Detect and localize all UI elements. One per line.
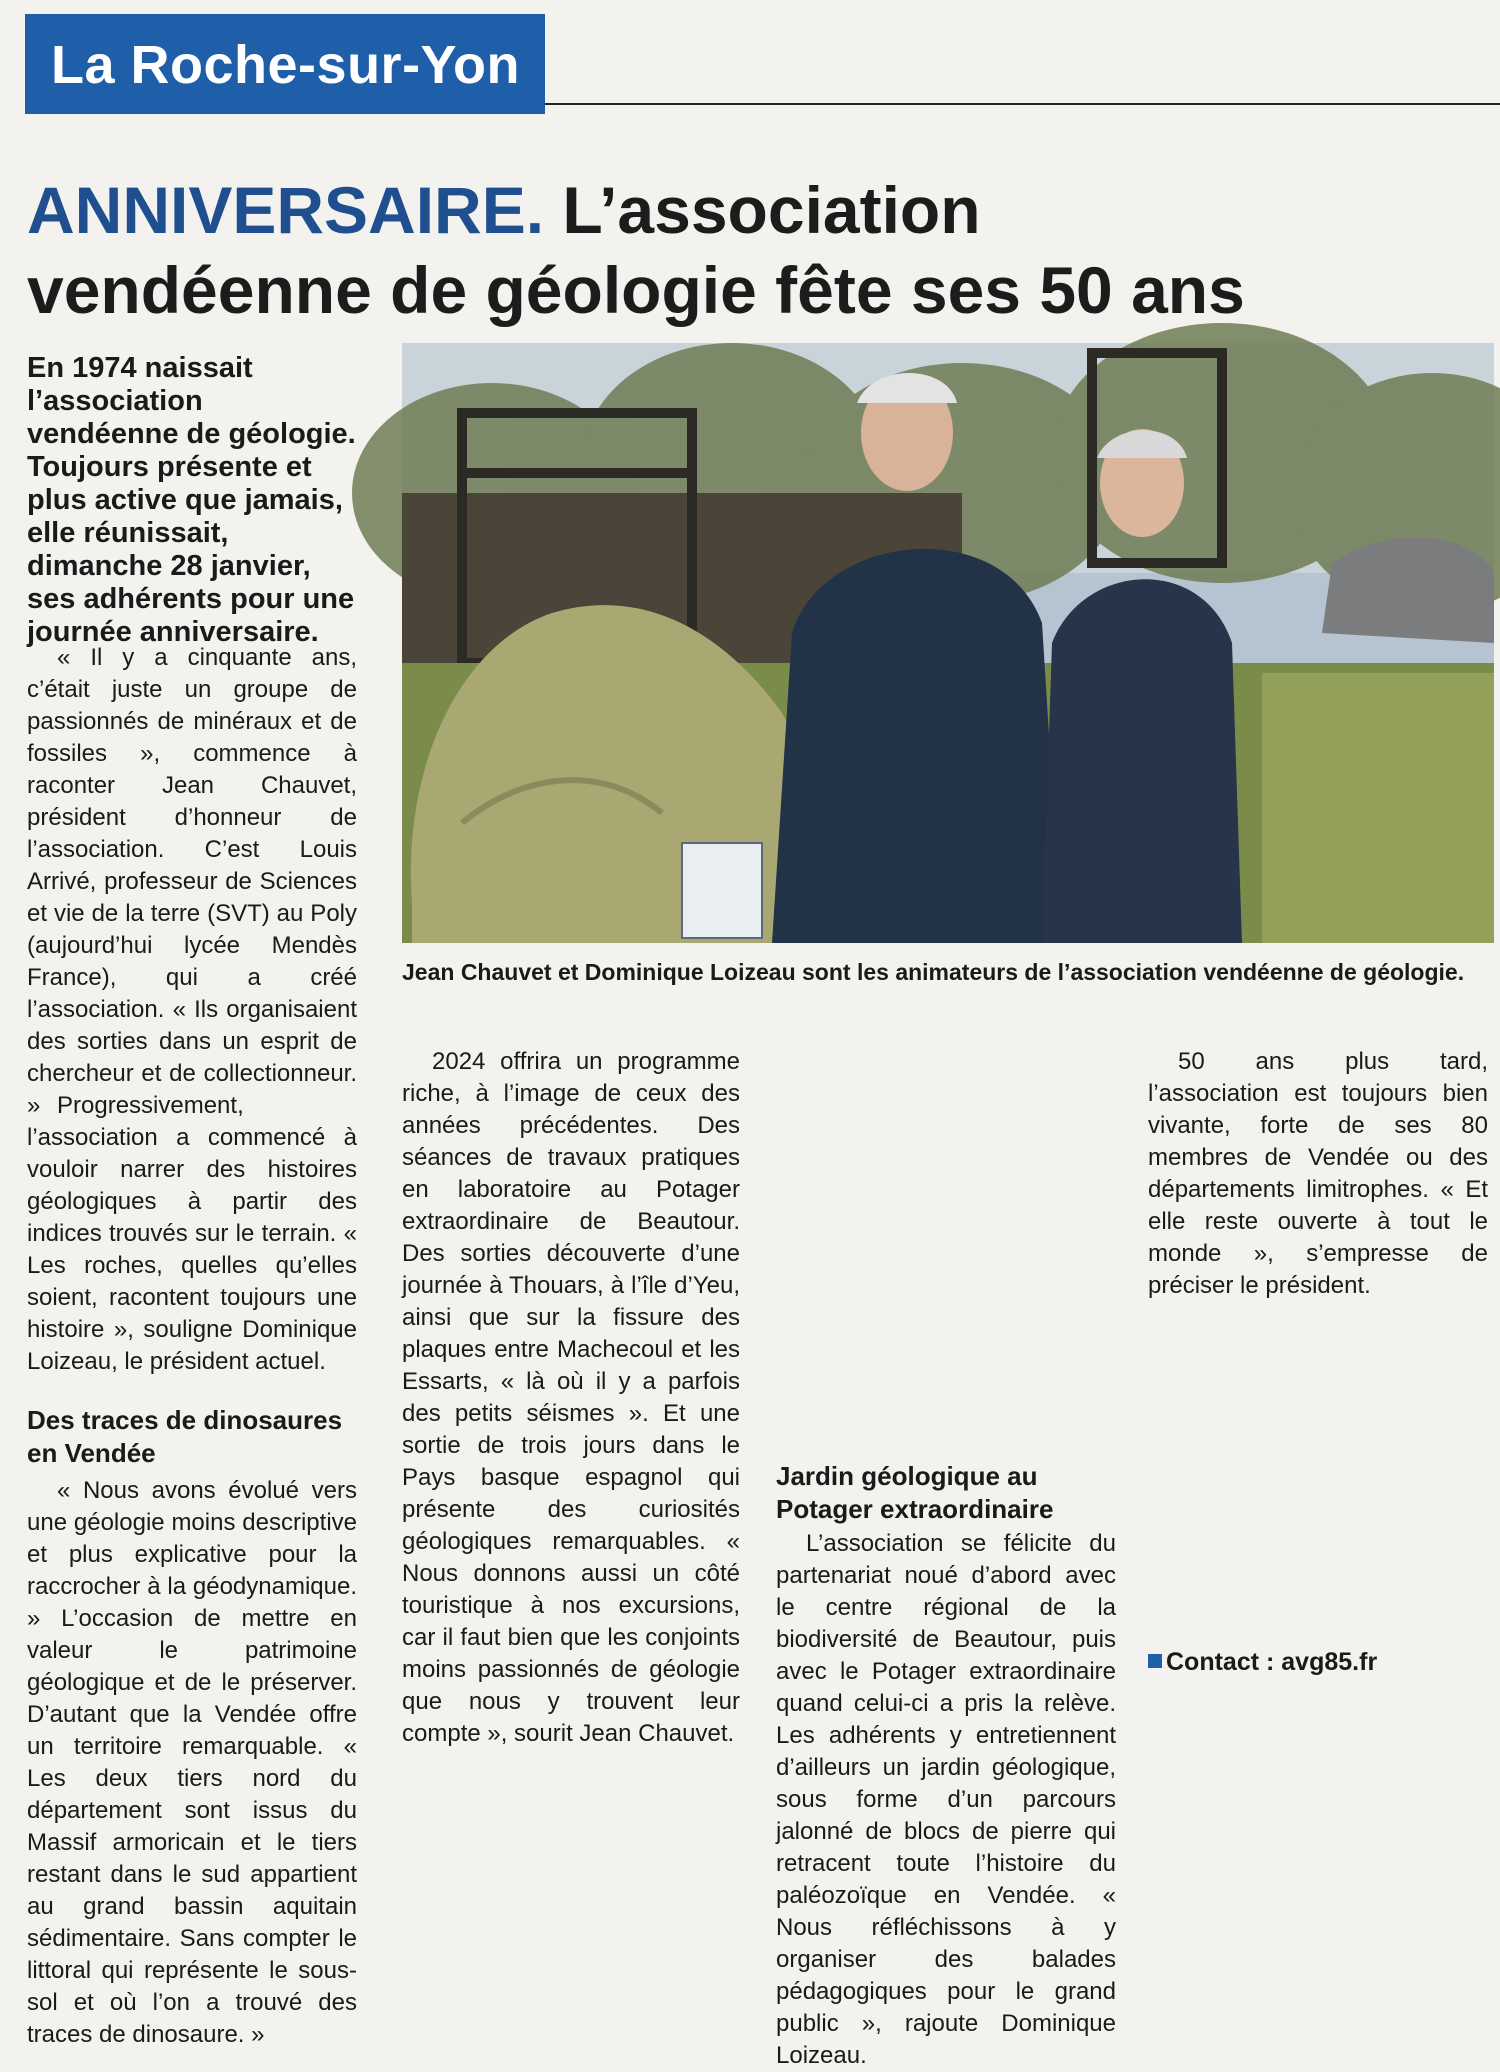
headline-kicker: ANNIVERSAIRE. xyxy=(27,173,545,247)
article-paragraph: « Il y a cinquante ans, c’était juste un groupe de passionnés de minéraux et de fossiles », commence à raconter Jean Chauvet, président d’honneur de l’association. C’est Louis Arrivé, professeur de Sciences et vie de la terre (SVT) au Poly (aujourd’hui lycée Mendès France), qui a créé l’association. « Ils organisaient des sorties dans un esprit de chercheur et de collectionneur. » xyxy=(27,644,357,1119)
article-photo xyxy=(402,343,1494,943)
article-paragraph: 50 ans plus tard, l’association est toujours bien vivante, forte de ses 80 membres de Vendée ou des départements limitrophes. « Et elle reste ouverte à tout le monde », s’empresse de préciser le président. xyxy=(1148,1048,1488,1299)
article-paragraph: Progressivement, l’association a commencé à vouloir narrer des histoires géologiques à partir des indices trouvés sur le terrain. « Les roches, quelles qu’elles soient, racontent toujours une histoire », souligne Dominique Loizeau, le président actuel. xyxy=(27,1092,357,1375)
article-paragraph: L’association se félicite du partenariat noué d’abord avec le centre régional de la biodiversité de Beautour, puis avec le Potager extraordinaire quand celui-ci a pris la relève. Les adhérents y entretiennent d’ailleurs un jardin géologique, sous forme d’un parcours jalonné de blocs de pierre qui retracent toute l’histoire du paléozoïque en Vendée. « Nous réfléchissons à y organiser des balades pédagogiques pour le grand public », rajoute Dominique Loizeau. xyxy=(776,1530,1116,2069)
photo-caption: Jean Chauvet et Dominique Loizeau sont les animateurs de l’association vendéenne de géologie. xyxy=(402,959,1465,985)
subhead-dinosaurs: Des traces de dinosaures en Vendée xyxy=(27,1405,343,1468)
headline xyxy=(27,170,1287,330)
article-lead: En 1974 naissait l’association vendéenne de géologie. Toujours présente et plus active que jamais, elle réunissait, dimanche 28 janvier, ses adhérents pour une journée anniversaire. xyxy=(27,352,356,648)
headline-title: L’association vendéenne de géologie fête ses 50 ans xyxy=(27,173,1245,327)
subhead-garden: Jardin géologique au Potager extraordinaire xyxy=(776,1461,1054,1524)
section-rule xyxy=(545,103,1500,105)
section-label: La Roche-sur-Yon xyxy=(25,14,545,114)
bullet-square-icon xyxy=(1148,1654,1162,1668)
article-paragraph: « Nous avons évolué vers une géologie moins descriptive et plus explicative pour la raccrocher à la géodynamique. » L’occasion de mettre en valeur le patrimoine géologique et de le préserver. D’autant que la Vendée offre un territoire remarquable. « Les deux tiers nord du département sont issus du Massif armoricain et le tiers restant dans le sud appartient au grand bassin aquitain sédimentaire. Sans compter le littoral qui représente le sous-sol et où l’on a trouvé des traces de dinosaure. » xyxy=(27,1477,357,2048)
contact-label: Contact : xyxy=(1166,1648,1275,1676)
contact-link[interactable]: avg85.fr xyxy=(1281,1648,1378,1676)
article-paragraph: 2024 offrira un programme riche, à l’image de ceux des années précédentes. Des séances de travaux pratiques en laboratoire au Potager extraordinaire de Beautour. Des sorties découverte d’une journée à Thouars, à l’île d’Yeu, ainsi que sur la fissure des plaques entre Machecoul et les Essarts, « là où il y a parfois des petits séismes ». Et une sortie de trois jours dans le Pays basque espagnol qui présente des curiosités géologiques remarquables. « Nous donnons aussi un côté touristique à nos excursions, car il faut bien que les conjoints moins passionnés de géologie que nous y trouvent leur compte », sourit Jean Chauvet. xyxy=(402,1048,740,1747)
photo-illustration xyxy=(402,343,1494,943)
contact-line xyxy=(1148,1648,1377,1677)
